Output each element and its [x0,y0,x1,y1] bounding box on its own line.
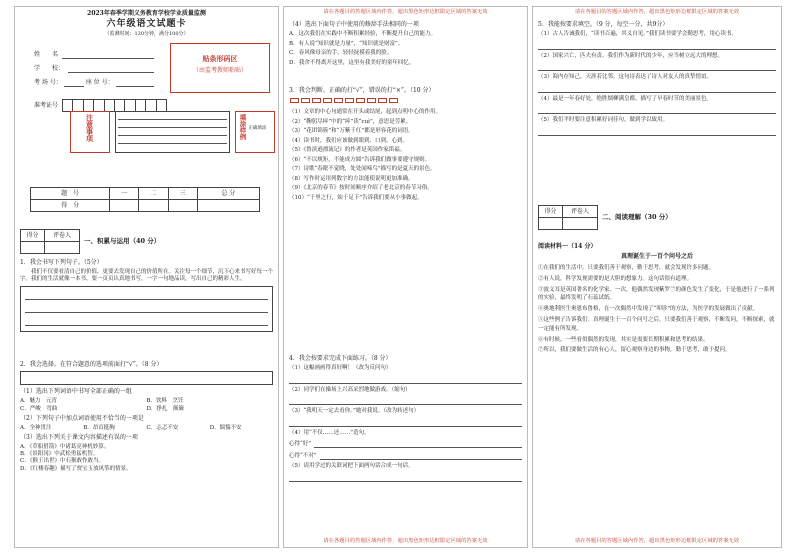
barcode-area: 贴条形码区 （由监考教师粘贴） [170,43,270,93]
writing-box[interactable] [20,286,273,332]
judge-item: （10）“千里之行，始于足下”告诉我们要从小事做起。 [289,194,423,201]
option[interactable]: D．《红楼春趣》描写了贾宝玉放风筝的情景。 [20,465,132,472]
score-header: 题 号 [31,188,110,200]
answer-line[interactable] [289,473,522,482]
judge-item: （7）诗歌“春眠不觉晓，处处闻啼鸟”描写的是夏天的景色。 [289,166,436,173]
passage-paragraph: ②有人说，科学发现需要的是大胆的想象力。这句话很有道理。 [538,275,693,282]
score-cell[interactable] [139,200,168,212]
score-header: 一 [110,188,139,200]
passage-title: 真理诞生于一百个问号之后 [620,253,693,261]
answer-box[interactable] [20,371,273,385]
score-row-label: 得 分 [31,200,110,212]
option[interactable]: D．惴惴不安 [209,424,242,431]
option[interactable]: C．忐忑不安 [146,424,179,431]
answer-line[interactable] [538,84,776,93]
option[interactable]: C．严峻 弯曲 [20,405,58,412]
exam-title: 2023年春季学期义务教育学校学业质量监测 [87,10,206,17]
score-header: 总 分 [197,188,259,200]
answer-line[interactable] [538,127,776,136]
passage-paragraph: ⑦所以，我们要做生活的有心人，留心观察身边的事物，勤于思考，敢于提问。 [538,347,731,354]
score-cell[interactable] [110,200,139,212]
passage-paragraph: ⑥有时候，一些看似偶然的发现，其实是需要长期积累和思考的结果。 [538,336,709,343]
answer-line[interactable] [538,41,776,50]
q2-block: 2．我会选择。在符合题意的选项前面打“√”。（8 分） （1）选出下列词语中书写全部正确的一组 A．魅力 元宵 B．饮料 烹饪 C．严峻 弯曲 D．挣扎 颠簸 （2）下列句子中加点词语使用不恰当的一项是 A．全神贯注 B．昂首挺胸 C．忐忑不安 D．惴惴不安 （3）选出下列关于课文内容描述有误的一项 A．《草船借箭》中诸葛亮神机妙算。 B．《景阳冈》中武松勇猛机智。 C．《猴王出世》中石猴敢作敢当。 D．《红楼春趣》描写了贾宝玉放风筝的情景。 [20,361,273,473]
section1-header: 得分 评卷人 一、积累与运用（40 分） [20,229,273,254]
room-seat-field[interactable]: 考 场 号： 座 位 号： [34,73,154,87]
answer-line[interactable] [289,418,522,427]
answer-panel-1 [14,6,279,548]
judge-item: （6）“不以规矩，不能成方圆”告诉我们做事要遵守规则。 [289,156,431,163]
judge-item: （5）《鲁滨逊漂流记》的作者是英国作家笛福。 [289,147,406,154]
example-box: 填涂样例 正确填涂 [235,111,275,153]
option[interactable]: A．魅力 元宵 [20,398,57,405]
answer-panel-3 [532,6,782,548]
score-header: 三 [168,188,197,200]
answer-line[interactable] [289,375,522,384]
option[interactable]: B．饮料 烹饪 [146,398,184,405]
judge-item: （9）《北京的春节》按时间顺序介绍了老北京的春节习俗。 [289,185,433,192]
option[interactable]: A．全神贯注 [20,424,52,431]
exam-number-field[interactable]: 准考证号 [34,99,167,112]
option[interactable]: A．这次我们在实践中不断积累经验，不断提升自己的能力。 [289,31,436,38]
option[interactable]: D．挣扎 颠簸 [146,405,184,412]
school-field[interactable]: 学 校： [34,59,154,73]
warning-bottom: 请在各题目的答题区域内作答，超出黑色矩形边框限定区域的答案无效 [574,538,740,545]
option[interactable]: D．我舍不得离开这里，这里有我美好的童年回忆。 [289,59,415,66]
q4-options-block: （4）选出下面句子中使用的修辞手法相同的一项 A．这次我们在实践中不断积累经验，不断提升自己的能力。 B．有人说“知识就是力量”，“知识就是财富”。 C．春风像母亲的手，轻轻抚摸着我的脸。 D．我舍不得离开这里，这里有我美好的童年回忆。 [289,21,522,69]
judge-item: （8）写作时运用列数字的方法能使说明更加准确。 [289,175,414,182]
answer-line[interactable] [289,396,522,405]
warning-bottom: 请在各题目的答题区域内作答，超出黑色矩形边框限定区域的答案无效 [323,538,488,545]
judge-item: （4）读书时，我们应该做到眼到、口到、心到。 [289,137,409,144]
q4-block: 4．我会按要求完成下面练习。（8 分） （1）这幅画画得真好啊！（改为反问句） （2）同学们在操场上兴高采烈地做游戏。（缩句） （3）“我明天一定去看你。”她对我说。（改为转述句） （4）用“不仅……还……”造句。 心得“好” 心得“不对” （5）请用学过的关联词把下面两句话合成一句话。 [289,355,522,482]
name-field[interactable]: 姓 名 [34,45,154,59]
q1-block: 1．我会书写下列句子。（5分） 我们不仅要看清自己的价值，更要去发现自己的价值所在。关注每一个细节，沉下心来书写好每一个字。我们的生活就像一本书，要一页页认真地书写，一字一句地品读，写出自己的精彩人生。 [20,259,273,332]
answer-line[interactable] [320,451,522,460]
score-table [20,187,273,212]
option[interactable]: B．《景阳冈》中武松勇猛机智。 [20,451,99,458]
sheet-title: 六年级语文试题卡 [106,19,187,29]
q3-block: 3．我会判断。正确的打“√”，错误的打“×”。（10 分） （1）文章的中心句通常在开头或结尾，起到点明中心的作用。 （2）“鞠躬尽瘁”中的“瘁”读“cuì”，意思是劳累。 （3）“花团锦簇”和“万紫千红”都是形容花的词语。 （4）读书时，我们应该做到眼到、口到、心到。 （5）《鲁滨逊漂流记》的作者是英国作家笛福。 （6）“不以规矩，不能成方圆”告诉我们做事要遵守规则。 （7）诗歌“春眠不觉晓，处处闻啼鸟”描写的是夏天的景色。 （8）写作时运用列数字的方法能使说明更加准确。 （9）《北京的春节》按时间顺序介绍了老北京的春节习俗。 （10）“千里之行，始于足下”告诉我们要从小事做起。 [289,87,522,204]
judge-item: （2）“鞠躬尽瘁”中的“瘁”读“cuì”，意思是劳累。 [289,118,412,125]
warning-top: 请在各题目的答题区域内作答，超出黑色矩形边框限定区域的答案无效 [574,9,740,15]
notice-text-box [115,111,230,153]
judge-item: （3）“花团锦簇”和“万紫千红”都是形容花的词语。 [289,128,414,135]
judge-bubbles[interactable] [289,97,522,105]
exam-info: （监测时间：120分钟，满分100分） [104,31,189,37]
passage-paragraph: ⑤这些例子告诉我们：真理诞生于一百个问号之后。只要我们善于观察，不断发问，不断探索，就一定能有所发现。 [538,317,775,332]
option[interactable]: C．《猴王出世》中石猴敢作敢当。 [20,458,104,465]
option[interactable]: C．春风像母亲的手，轻轻抚摸着我的脸。 [289,50,393,57]
answer-line[interactable] [314,439,522,448]
section2-header: 得分 评卷人 二、阅读理解（30 分） [538,205,776,230]
judge-item: （1）文章的中心句通常在开头或结尾，起到点明中心的作用。 [289,108,442,115]
student-info [20,41,273,121]
option[interactable]: B．有人说“知识就是力量”，“知识就是财富”。 [289,40,404,47]
reading-block: 阅读材料一（14 分） 真理诞生于一百个问号之后 ①在我们的生活中，只要我们善于观察，勤于思考，就会发现许多问题。 ②有人说，科学发现需要的是大胆的想象力。这句话很有道理。 ③波义耳是英国著名的化学家。一次，他偶然发现紫罗兰的颜色发生了变化，于是他进行了一系列的实验，最终发明了石蕊试纸。 ④奥地利医生奥恩布鲁格，在一次偶然中发现了“叩诊”的方法，为医学的发展做出了贡献。 ⑤这些例子告诉我们：真理诞生于一百个问号之后。只要我们善于观察，不断发问，不断探索，就一定能有所发现。 ⑥有时候，一些看似偶然的发现，其实是需要长期积累和思考的结果。 ⑦所以，我们要做生活的有心人，留心观察身边的事物，勤于思考，敢于提问。 [538,243,775,354]
notice-box: 注意事项 [70,111,110,153]
answer-panel-2 [283,6,528,548]
option[interactable]: B．昂首挺胸 [83,424,115,431]
option[interactable]: A．《草船借箭》中诸葛亮神机妙算。 [20,444,110,451]
passage-paragraph: ④奥地利医生奥恩布鲁格，在一次偶然中发现了“叩诊”的方法，为医学的发展做出了贡献。 [538,306,759,313]
score-cell[interactable] [168,200,197,212]
answer-line[interactable] [538,62,776,71]
score-cell[interactable] [197,200,259,212]
q5-block: 5．我能按要求填空。（9 分，每空一分，共9分） （1）古人告诫我们，“读书百遍，其义自见。”我们读书要学会勤思考，用心读书。 （2）国家兴亡，匹夫有责。我们作为新时代的少年，应当树立远大的理想。 （3）海内存知己，天涯若比邻。这句诗表达了诗人对友人的真挚情谊。 （4）最是一年春好处，绝胜烟柳满皇都。描写了早春时节的美丽景色。 （5）我们平时要注意积累好词佳句，做到学以致用。 [538,21,776,136]
score-header: 二 [139,188,168,200]
answer-line[interactable] [538,105,776,114]
warning-top: 请在各题目的答题区域内作答，超出黑色矩形边框限定区域的答案无效 [323,9,488,15]
passage-paragraph: ①在我们的生活中，只要我们善于观察，勤于思考，就会发现许多问题。 [538,264,715,271]
passage-paragraph: ③波义耳是英国著名的化学家。一次，他偶然发现紫罗兰的颜色发生了变化，于是他进行了一系列的实验，最终发明了石蕊试纸。 [538,286,775,302]
